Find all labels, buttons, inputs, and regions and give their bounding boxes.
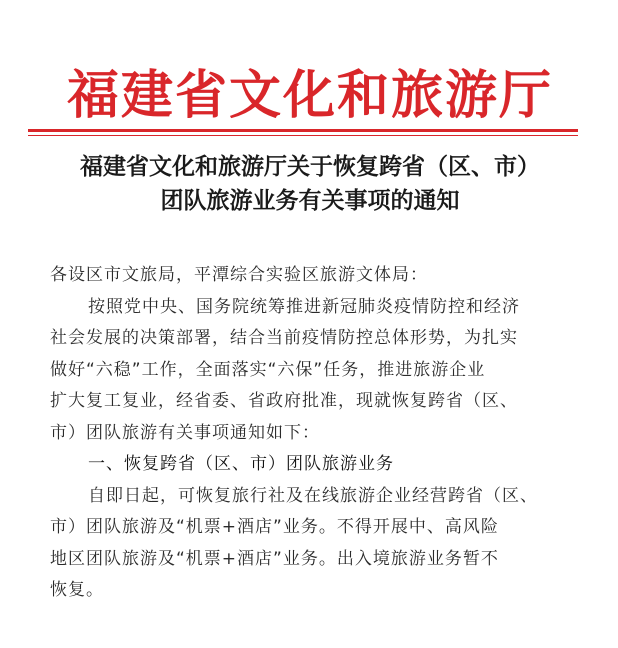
salutation: 各设区市文旅局，平潭综合实验区旅游文体局： bbox=[50, 265, 428, 285]
document-title-line: 福建省文化和旅游厅关于恢复跨省（区、市） bbox=[80, 153, 540, 180]
masthead-title: 福建省文化和旅游厅 bbox=[66, 65, 553, 126]
paragraph-line: 按照党中央、国务院统筹推进新冠肺炎疫情防控和经济 bbox=[88, 296, 520, 317]
document-body bbox=[50, 260, 570, 607]
paragraph-line: 市）团队旅游有关事项通知如下： bbox=[50, 422, 320, 443]
paragraph-line: 地区团队旅游及“机票+酒店”业务。出入境旅游业务暂不 bbox=[50, 548, 499, 569]
paragraph-line: 市）团队旅游及“机票+酒店”业务。不得开展中、高风险 bbox=[50, 517, 499, 537]
document-title-line: 团队旅游业务有关事项的通知 bbox=[160, 187, 460, 214]
paragraph-line: 自即日起，可恢复旅行社及在线旅游企业经营跨省（区、 bbox=[88, 485, 538, 506]
document-title bbox=[30, 150, 590, 218]
section-heading: 一、恢复跨省（区、市）团队旅游业务 bbox=[88, 454, 394, 474]
masthead-red-rule-thin bbox=[28, 135, 578, 136]
paragraph-line: 恢复。 bbox=[50, 580, 104, 600]
paragraph-line: 扩大复工复业，经省委、省政府批准，现就恢复跨省（区、 bbox=[50, 391, 518, 411]
masthead-red-rule-thick bbox=[28, 129, 578, 132]
paragraph-line: 社会发展的决策部署，结合当前疫情防控总体形势，为扎实 bbox=[50, 328, 518, 348]
paragraph-line: 做好“六稳”工作，全面落实“六保”任务，推进旅游企业 bbox=[50, 359, 486, 380]
